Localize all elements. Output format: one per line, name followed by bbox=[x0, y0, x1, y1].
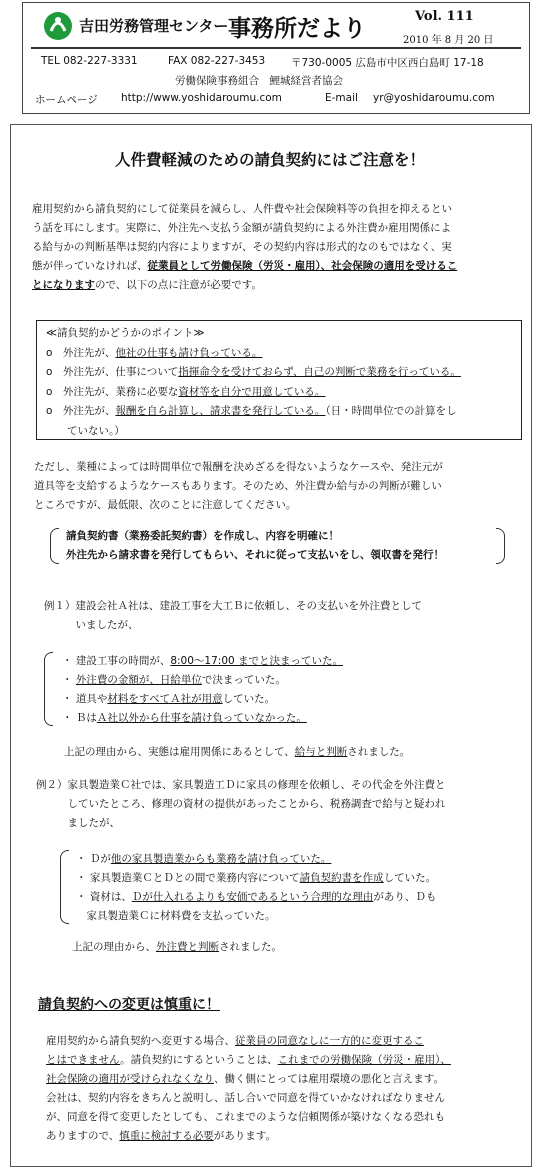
tel-number: TEL 082-227-3331 bbox=[41, 55, 138, 67]
points-title: ≪請負契約かどうかのポイント≫ bbox=[46, 327, 205, 339]
masthead-title: 事務所だより bbox=[228, 16, 366, 42]
points-list bbox=[46, 324, 461, 441]
emphasis-text: とになります bbox=[32, 279, 95, 291]
header-divider bbox=[31, 47, 521, 49]
emphasis-text: 従業員として労働保険（労災・雇用）、社会保険の適用を受けるこ bbox=[147, 260, 458, 272]
list-item: ・ ＢはＡ社以外から仕事を請け負っていなかった。 bbox=[62, 712, 307, 724]
example2-bracket bbox=[60, 850, 69, 924]
list-item: ・ 外注費の金額が、日給単位で決まっていた。 bbox=[62, 674, 286, 686]
org-name: 吉田労務管理センター bbox=[79, 17, 229, 35]
list-item: o 外注先が、業務に必要な資材等を自分で用意している。 bbox=[46, 385, 326, 398]
key-notes-bracket-right bbox=[496, 528, 505, 564]
list-item: o 外注先が、他社の仕事も請け負っている。 bbox=[46, 346, 263, 359]
email-link[interactable]: yr@yoshidaroumu.com bbox=[373, 92, 495, 104]
key-notes-bracket-left bbox=[50, 528, 59, 564]
company-logo-icon bbox=[43, 11, 73, 41]
closing-paragraph: 雇用契約から請負契約へ変更する場合、従業員の同意なしに一方的に変更するこ とはできません。請負契約にするということは、これまでの労働保険（労災・雇用）、 社会保険の適用が受けられなくなり、働く側にとっては雇用環境の悪化と言えます。 会社は、契約内容をきちんと説明し、話し合いで同意を得ていかなければなりません が、同意を得て変更したとしても、これまでのような信頼関係が築けなくなる恐れも ありますので、慎重に検討する必要があります。 bbox=[46, 1035, 451, 1142]
intro-paragraph: 雇用契約から請負契約にして従業員を減らし、人件費や社会保険料等の負担を抑えるとい う話を耳にします。実際に、外注先へ支払う金額が請負契約による外注費か雇用関係によ る給与かの判断基準は契約内容によりますが、その契約内容は形式的なのもではなく、実 態が伴っていなければ、従業員として労働保険（労災・雇用）、社会保険の適用を受けるこ とになりますので、以下の点に注意が必要です。 bbox=[32, 203, 458, 291]
caution-paragraph: ただし、業種によっては時間単位で報酬を決めざるを得ないようなケースや、発注元が 道具等を支給するようなケースもあります。そのため、外注費か給与かの判断が難しい ところですが、最低限、次のことに注意してください。 bbox=[34, 461, 443, 511]
issue-date: 2010 年 8 月 20 日 bbox=[403, 35, 494, 46]
section-subheading: 請負契約への変更は慎重に！ bbox=[38, 997, 220, 1013]
list-item: ・ 家具製造業ＣとＤとの間で業務内容について請負契約書を作成していた。 bbox=[76, 872, 437, 884]
example1-items bbox=[62, 652, 343, 728]
list-item: ・ 道具や材料をすべてＡ社が用意していた。 bbox=[62, 693, 276, 705]
fax-number: FAX 082-227-3453 bbox=[168, 55, 266, 67]
article-title: 人件費軽減のための請負契約にはご注意を！ bbox=[114, 151, 425, 169]
example1-bracket bbox=[44, 652, 53, 726]
example2-lead: 例２）家具製造業Ｃ社では、家具製造工Ｄに家具の修理を依頼し、その代金を外注費と していたところ、修理の資材の提供があったことから、税務調査で給与と疑われ ましたが、 bbox=[36, 779, 446, 829]
example2-items bbox=[76, 850, 436, 926]
list-item: 家具製造業Ｃに材料費を支払っていた。 bbox=[76, 910, 276, 922]
list-item: ・ 資材は、Ｄが仕入れるよりも安価であるという合理的な理由があり、Ｄも bbox=[76, 891, 437, 903]
example1-lead: 例１）建設会社Ａ社は、建設工事を大工Ｂに依頼し、その支払いを外注費として いましたが、 bbox=[44, 600, 422, 631]
key-notes: 請負契約書（業務委託契約書）を作成し、内容を明確に！ 外注先から請求書を発行してもらい、それに従って支払いをし、領収書を発行！ bbox=[66, 530, 444, 561]
example2-result: 上記の理由から、外注費と判断されました。 bbox=[72, 941, 282, 953]
list-item: o 外注先が、報酬を自ら計算し、請求書を発行している。（日・時間単位での計算をし bbox=[46, 405, 457, 417]
example1-result: 上記の理由から、実態は雇用関係にあるとして、給与と判断されました。 bbox=[64, 746, 411, 758]
newsletter-header bbox=[22, 2, 530, 114]
volume-number: Vol. 111 bbox=[415, 9, 474, 24]
office-address: 〒730-0005 広島市中区西白島町 17-18 bbox=[291, 57, 484, 69]
email-label: E-mail bbox=[325, 92, 358, 104]
list-item: o 外注先が、仕事について指揮命令を受けておらず、自己の判断で業務を行っている。 bbox=[46, 366, 461, 378]
association-name: 労働保険事務組合 鯉城経営者協会 bbox=[175, 75, 343, 87]
list-item: ・ 建設工事の時間が、8:00〜17:00 までと決まっていた。 bbox=[62, 655, 344, 667]
list-item: ていない。） bbox=[46, 424, 125, 437]
homepage-link[interactable]: http://www.yoshidaroumu.com bbox=[121, 92, 282, 104]
list-item: ・ Ｄが他の家具製造業からも業務を請け負っていた。 bbox=[76, 853, 332, 865]
homepage-label: ホームページ bbox=[35, 94, 98, 106]
